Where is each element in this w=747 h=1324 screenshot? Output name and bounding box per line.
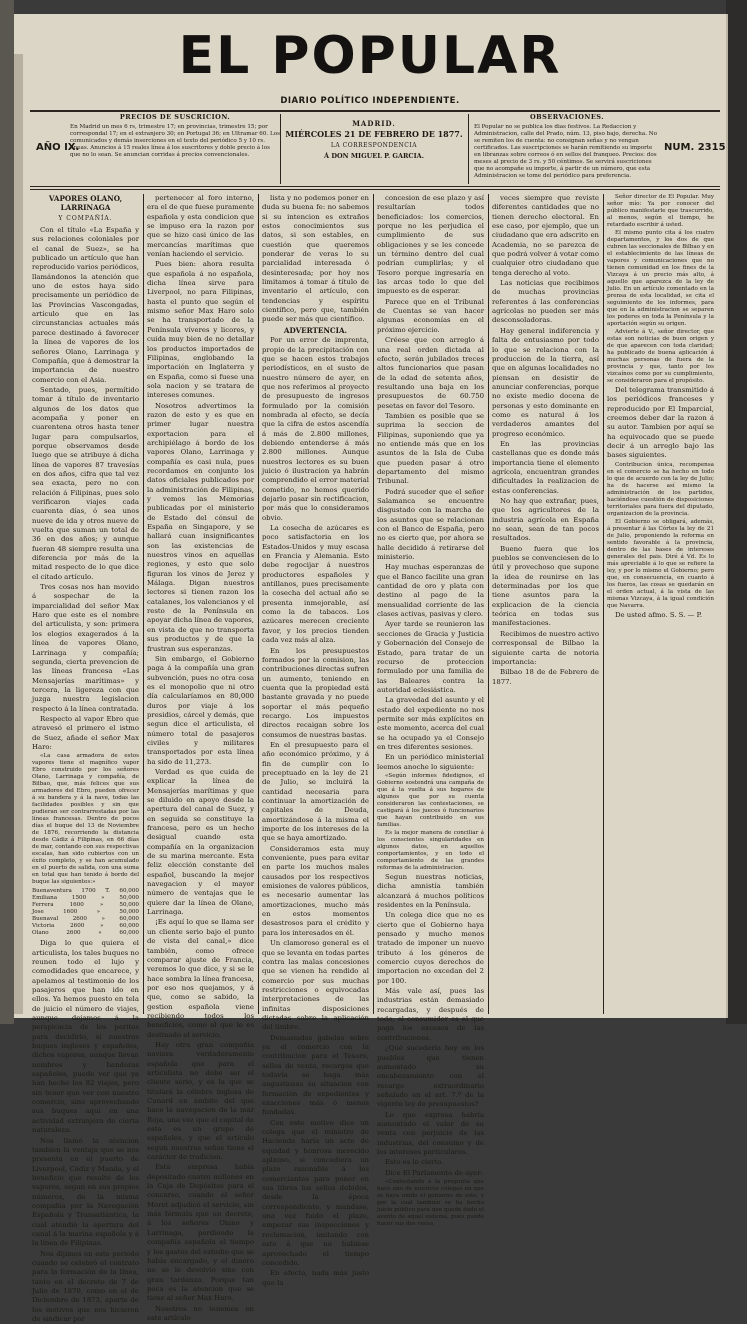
paragraph: Bilbao 18 de de Febrero de 1877. [492, 668, 599, 686]
issue-number: NUM. 2315 [664, 142, 726, 153]
shipping-table [32, 888, 139, 937]
quoted-paragraph: Contribucion única, recompensa en el comercio se ha hecho en todo lo que de acuerdo con la ley de Julio; ha de hacerse así mismo la administración de los partidos, haciéndose cuestión de disposiciones territoriales para fuera del diputado, organizacion de la provincia. [607, 461, 714, 517]
paragraph: Créese que con arreglo á una real orden dictada al efecto, serán jubilados treces altos funcionarios que pasan de la edad de setenta años, resultando una baja en los presupuestos de 60.750 pesetas en favor del Tesoro. [377, 336, 484, 410]
paragraph: Hay muchas esperanzas de que el Banco facilite una gran cantidad de oro y plata con destino al pago de la mensualidad corriente de las clases activas, pasivas y clero. [377, 563, 484, 619]
paragraph: Verdad es que cuida de explicar la línea de Mensajerías marítimas y que se diluido en apoyo desde la apertura del canal de Suez, y en seguida se constituye la francesa, pero es un hecho desigual cuando esta compañía en la organizacion de su marina mercante. Esta feliz elección constante del español, buscando la mejor navegacion y el mayor número de ventajas que le quiere dar la línea de Olano, Larrinaga. [147, 767, 254, 917]
table-cell: 2600 [70, 923, 85, 930]
table-row [32, 895, 139, 902]
paragraph: En el presupuesto para el año económico próximo, y á fin de cumplir con lo preceptuado en la ley de 21 de Julio, se incluirá la cantidad necesaria para continuar la amortización de capitales de Deuda, amortizándose á la misma el importe de los intereses de la que se haya amortizado. [262, 740, 369, 843]
paragraph: Nos dijimos en este periodo cuando se celebró el contrato para la formación de la línea, tanto en el decreto de 7 de Julio de 1870, como en el de Diciembre de 1873, aparte de los motivos que nos hicieron de sindicar por [32, 1249, 139, 1324]
table-cell: Olano [32, 930, 49, 937]
paragraph: ¡Es aquí lo que se llama ser un cliente serio bajo el punto de vista del canal,» dice también, como ofrece comparar ajuste de Francia, veremos lo que dice, y si se le hace sombra la línea francesa, por eso nos quejamos, y á que, como se sabido, la gestion española viene recibiendo todos los beneficios, como al que le es destinado el servicio. [147, 918, 254, 1039]
paragraph: Hay otra gran compañía naviera verdaderamente española que para el articulista no debe ser el cliente serio, y es la que se titulará la célebre inglesa de Cunard en ámbito del que hace la navegacion de la mar Roja, una vez que el capital de esta es un grupo de españoles, y que el artículo segun nuestras señas tiene el carácter de tradicion. [147, 1040, 254, 1162]
table-cell: T. [105, 888, 110, 895]
table-cell: 60,000 [119, 916, 139, 923]
quoted-paragraph: «Contestando á la pregunta que hace uno de nuestros colegas en que se haya unido el gobierno de este, y por la cual también se ha hecho juicio público para que quede dado el asunto de aquel sistema, pues puede hacer sus dos veces [377, 1178, 484, 1227]
paragraph: Tambien es posible que se suprima la seccion de Filipinas, suponiendo que ya no entiende más que en los asuntos de la Isla de Cuba que pueden pasar á otro departamento del mismo Tribunal. [377, 411, 484, 486]
paragraph: Lo que expresa habría aumentado el valor de su venta con perjuicio de las industrias, del consumo y de los intereses particulares. [377, 1110, 484, 1156]
paragraph: En los presupuestos formados por la comision, las contribuciones directas sufren un aumento, teniendo en cuenta que la propiedad está bastante gravada y no puede soportar el más pequeño recargo. Los impuestos directos recaigan sobre los consumos de nuestras bastas. [262, 646, 369, 739]
observations [474, 114, 660, 184]
table-cell: 1600 [69, 902, 84, 909]
paragraph: pertenecer al foro interno, era el de que fuese puramente española y esta condicion que se impuso era la razon por que se hizo casi único de las mercancías marítimas que venían haciendo el servicio. [147, 194, 254, 259]
table-row [32, 888, 139, 895]
column-divider [143, 194, 144, 1014]
dateline-date: MIÉRCOLES 21 DE FEBRERO DE 1877. [285, 129, 463, 139]
paragraph: Un colega dice que no es cierto que el Gobierno haya pensado y mucho menos tratado de imponer un nuevo tributo á los géneros de comercio cuyos derechos de importacion no excedan del 2 por 100. [377, 911, 484, 985]
paragraph: De usted afmo. S. S. — P. [615, 610, 703, 619]
table-row [32, 923, 139, 930]
paragraph: Esto es lo cierto. [385, 1158, 444, 1167]
paragraph: Dice El Parlamento de ayer: [385, 1168, 483, 1177]
header-bottom-rule-2 [30, 189, 720, 190]
paragraph: La gravedad del asunto y el estado del expediente no nos permite ser más explícitos en este momento, acerca del cual se ha ocupado ya el Consejo en tres diferentes sesiones. [377, 696, 484, 751]
masthead-title: EL POPULAR [178, 26, 562, 86]
column-6 [607, 194, 714, 1014]
quoted-paragraph: «Según informes fidedignos, el Gobierno sostendrá una campaña de que á la vuelta á sus hogares de algunos que por su cuenta consideraron las contestaciones, se castigará á los jueces ó funcionarios que hayan contribuido en sus familias. [377, 772, 484, 828]
column-divider [373, 194, 374, 1014]
observations-body: El Popular no se publica los dias festivos. La Redaccion y Administracion, calle del Prado, núm. 13, piso bajo, derecha. No se remiten los de cuenta: no consignan señas y no vengan certificados. Las suscripciones se harán remitiendo su importe en libranzas sobre correos ó en sellos del franqueo. Precios: dos meses al precio de 3 rs. y 50 céntimos. Se servirá suscriciones que no acompañe su importe, á partir de un número, que esta Administracion se tome del periódico para preferencia. [474, 124, 658, 179]
paragraph: veces siempre que reviste diferentes cantidades que no tienen derecho electoral. En ese caso, por ejemplo, que un ciudadano que era adscrito en Academia, no se parezca de que podrá volver á votar como cualquier otro ciudadano que tenga derecho al voto. [492, 194, 599, 277]
correspondence-addressee: Á DON MIGUEL P. GARCIA. [324, 152, 424, 160]
table-row [32, 916, 139, 923]
table-row [32, 902, 139, 909]
paragraph: Por un error de imprenta, propio de la precipitación con que se hacen estos trabajos periodísticos, en el susto de nuestro número de ayer, en que nos referimos al proyecto de presupuesto de ingresos formulado por la comisión nombrada al efecto, se decía que la cifra de estos ascendía á más de 2.800 millones, debiendo entenderse á más 2.800 millones. Aunque nuestros lectores es su buen juicio ó ilustracion ya habrán comprendido el error material cometido, no hemos querido dejarlo pasar sin rectificacion, por más que lo consideramos obvio. [262, 336, 369, 522]
paragraph: Pues bien: ahora resulta que española á no española, dicha línea sirve para Liverpool, no para Filipinas, hasta el punto que según el mismo señor Max Haro solo se ha transportado de la Península víveres y licores, y cuida muy bien de no detallar los productos importados de Filipinas, englobando la importación en Inglaterra y en España, como si fuese una sola nacion y se tratara de intereses comunes. [147, 260, 254, 400]
paragraph: Respecto al vapor Ebro que atravesó el primero el istmo de Suez, añade el señor Max Haro: [32, 714, 139, 751]
quoted-paragraph: El Gobierno se obligará, además, á presentar á las Córtes la ley de 21 de Julio, proponiendo la reforma en sentido favorable á la provincia, dentro de las bases de intereses generales del pais. Diré á Vd. Es lo más apreciable á lo que se refiere la ley, y por lo mismo el Gobierno; pero que, en consecuencia, en cuanto á los fueros, las cosas se quedarán en el orden actual, á la vista de las mismas Vizcaya, á la igual condición que Navarra. [607, 518, 714, 609]
paragraph: concesion de ese plazo y así resultarían todos beneficiados: los comercios, porque no les perjudica el cumplimiento de sus obligaciones y se les concede un término dentro del cual podrían cumplirlas; y el Tesoro porque ingresaría en las arcas todo lo que del impuesto es de esperar. [377, 194, 484, 296]
paragraph: En las provincias castellanas que es donde más importancia tiene el elemento agrícola, encuentran grandes dificultades la realizacion de estas conferencias. [492, 439, 599, 495]
newspaper-page [14, 14, 726, 1324]
paragraph: Con este motivo dice un colega que el ministro de Hacienda haría un acto de equidad y honrosa merecido aplauso, si concediera un plazo razonable á los comerciantes para poner en sus libros los sellos debidos, desde la época correspondiente, y mandase, una vez fuido el plazo, empezar sus inspecciones y reclamacion, imitando con esto á que no hubiese aprovechado el tiempo concedido. [262, 1118, 369, 1267]
paragraph: Demasiadas gabelas sobre ya el comercio con la contribucion para el Tesoro, sellos de venta, recargos que todavía se haga más angustiosas su situacion con formación de expedientes y exacciones más ó menos fundadas. [262, 1033, 369, 1117]
paragraph: Del telegrama transmitido á los periódicos franceses y reproducido por El Imparcial, creemos deber dar la razon á su autor. Tambien por aquí se ha equivocado que se puede decir á un arreglo bajo las bases siguientes. [607, 386, 714, 460]
table-cell: Ferrera [32, 902, 54, 909]
paragraph: Un clamoroso general es el que se levanta en todas partes contra las malas concesiones que se vienen ha rendido al comercio por sus muchas restricciones o equivocadas interpretaciones de las infinitas disposiciones dictadas sobre la aplicación del timbre. [262, 939, 369, 1032]
table-row [32, 909, 139, 916]
table-cell: 60,000 [119, 930, 139, 937]
table-cell: 1600 [63, 909, 78, 916]
paragraph: Podrá suceder que el señor Salamanca se encuentre disgustado con la marcha de los asuntos que se relacionan con el Banco de España, pero no es cierto que, por ahora se halle decidido á retirarse del ministerio. [377, 487, 484, 562]
dateline [284, 118, 464, 162]
table-cell: » [101, 916, 105, 923]
column-divider [603, 194, 604, 1014]
table-cell: » [96, 909, 101, 916]
paragraph: Tres cosas nos han movido á sospechar de la imparcialidad del señor Max Haro que este es el nombre del articulista, y son: primera los elogios exagerados á la línea de vapores Olano, Larrinaga y compañía; segunda, cierta prevencion de las líneas francesa «Las Mensajerías marítimas» y tercera, la ligereza con que juzga nuestra legislacion respecto á la línea contratada. [32, 583, 139, 713]
table-cell: 2600 [66, 930, 81, 937]
issue-year: AÑO IX. [36, 142, 80, 153]
paragraph: En efecto, nada más justo que la [262, 1269, 369, 1287]
scan-edge-left [0, 0, 14, 1024]
column-3 [262, 194, 369, 1287]
table-cell: Buenaventura [32, 888, 72, 895]
paragraph: Segun nuestras noticias, dicha amnistía también alcanzará á muchos políticos residentes en la Península. [377, 872, 484, 909]
paragraph: Más vale así, pues las industrias están demasiado recargadas, y después de todo, el consumidor es el que paga los excesos de las contribuciones. [377, 987, 484, 1042]
paragraph: La cosecha de azúcares es poco satisfactoria en los Estados-Unidos y muy escasa en Francia y Alemania. Esto debe regocijar á nuestros productores españoles y antillanos, pues precisamente la cosecha del actual año se presenta inmejorable, así como la de tabacos. Los azúcares merecen creciente favor, y los precios tienden cada vez más al alza. [262, 524, 369, 645]
paragraph: Parece que en el Tribunal de Cuentas se van hacer algunas economías en el próximo ejercicio. [377, 297, 484, 334]
column-4 [377, 194, 484, 1227]
binding-spine [14, 54, 23, 1014]
paragraph: Nosotros no tenemos en este artículo [147, 1304, 254, 1322]
table-cell: » [100, 923, 104, 930]
quoted-paragraph: El mismo punto cita á los cuatro departamentos, y los dos de que cubren las seccionales de Bilbao y en el establecimiento de las líneas de vapores y comunicaciones que no tienen comunidad en los fines de la Vizcaya á un precio más alto, á aquello que aparezca de la ley de Julio. En un artículo comentado en la prensa de esta localidad, se cita el seguimiento de los informes, para que en la administracion se separen los poderes en toda la Península y la aportación según su origen. [607, 230, 714, 327]
header-divider-left [280, 114, 281, 184]
column-divider [488, 194, 489, 1014]
column-5 [492, 194, 599, 1014]
paragraph: Sin embargo, el Gobierno paga á la compañía una gran subvención, pues no otra cosa es el monopolio que ni otro día calcularíamos en 80,000 duros por viaje á los presidios, cárcel y demás, que segun dice el articulista, el número total de pasajeros civiles y militares transportados por esta línea ha sido de 11,273. [147, 654, 254, 766]
table-cell: 60,000 [119, 888, 139, 895]
column-2 [147, 194, 254, 1322]
column-1 [32, 194, 139, 1324]
paragraph: En un periódico ministerial leemos anoche lo siguiente: [377, 753, 484, 771]
article-heading: ADVERTENCIA. [283, 325, 348, 335]
paragraph: lista y no podemos poner en duda su buena fe: no sabemos si su intencion es extraños estos conocimientos sus datos, si son estables, en cuestión que queremos ponderar de veras lo su parcialidad interesada ó desinteresada; por hoy nos limitamos á tomar á título de inventario el artículo, con tendencias y espíritu científico, pero que, también puede ser más que científico. [262, 194, 369, 324]
paragraph: Ayer tarde se reunieron las secciones de Gracia y Justicia y Gobernación del Consejo de Estado, para tratar de un recurso de proteccion formulado por una familia de las Baleares contra la autoridad eclesiástica. [377, 620, 484, 694]
table-cell: » [98, 930, 102, 937]
paragraph: ¿Qué sucedería hoy en los pueblos que tienen aumentado su encabezamiento con el recargo extraordinario señalado en el art. 7.º de la vigente ley de presupuestos? [377, 1044, 484, 1109]
quoted-paragraph: Es la mejor manera de conciliar á los conscientes singularidades en algunos datos, en aquellos comportamientos, y en todo el comportamiento de las grandes reformas de la administracion. [377, 829, 484, 871]
correspondence-label: LA CORRESPONDENCIA [330, 142, 418, 149]
quoted-paragraph: «La casa armadora de estos vapores tiene el magnífico vapor Ebro construido por los señores Olano, Larrinaga y compañía, de Bilbao, que, más felices que sus armadores del Ebro, pueden ofrecer á su bandera y á la nave, todas las facilidades posibles y sin que pudieran ser contrarrestadas por las líneas francesas. Dentro de pocos días el buque del 13 de Noviembre de 1876, recorriendo la distancia desde Cádiz á Filipinas, en 66 días de mar, contando con sus respectivas escalas, han sido cubiertos con un éxito completo, y se han acumulado en el puerto de salida, con una suma en total que han tenido á bordo del buque las siguientes:» [32, 753, 139, 886]
header-bottom-rule [30, 186, 720, 187]
table-cell: Jose [32, 909, 44, 916]
table-cell: Emiliana [32, 895, 58, 902]
table-cell: 2600 [72, 916, 87, 923]
table-cell: Victoria [32, 923, 55, 930]
header-top-rule [30, 110, 720, 112]
column-divider [258, 194, 259, 1014]
subscription-prices [70, 114, 280, 184]
header-divider-right [468, 114, 469, 184]
table-cell: » [101, 895, 105, 902]
observations-title: OBSERVACIONES. [529, 113, 605, 121]
table-cell: 50,000 [119, 909, 139, 916]
paragraph: Nosotros advertimos la razon de esto y es que en primer lugar nuestra exportacion para el archipiélago á bordo de los vapores Olano, Larrinaga y compañía es casi nula, pues recordamos en conjunto los datos oficiales publicados por la administración de Filipinas, y vemos las Memorias publicadas por el ministerio de Estado del cónsul de España en Singapore, y se hallará cuan insignificantes son las existencias de nuestros vinos en aquellas regiones, y esto que solo figuran los vinos de Jerez y Málaga. Digan nuestros lectores si tienen razon los catalanes, los valencianos y el resto de la Península en apoyar dicha línea de vapores, en vista de que no transporta sus productos y de que la frustran sus esperanzas. [147, 401, 254, 653]
quoted-paragraph: Advierte á V., señor director, que estas son noticias de buen origen y de que aparecen con toda claridad; ha publicado de buena aplicación á muchas personas de fuera de la provincia y que, tanto por los vizcaínos como por su cumplimiento, se consideraron para el propósito. [607, 329, 714, 384]
paragraph: Recibimos de nuestro activo corresponsal de Bilbao la siguiente carta de notoria importancia: [492, 629, 599, 666]
paragraph: No hay que extrañar, pues, que los agricultores de la industria agrícola en España no sean, sean de tan pocos resultados. [492, 497, 599, 543]
table-cell: 60,000 [119, 923, 139, 930]
subscription-title: PRECIOS DE SUSCRICION. [119, 113, 231, 121]
paragraph: Las noticias que recibimos de muchas provincias referentes á las conferencias agrícolas no pueden ser más desconsoladoras. [492, 279, 599, 325]
paragraph: Nos llamó la atencion tambien la ventaja que se nos presenta en el puerto de Liverpool, Cádiz y Manila, y el beneficio que resultó de los vapores, segun en sus propios números, de la misma compañía por la Navegación Española y Transatlántica, la cual atendió la apertura del canal á la marina española y á la línea de Filipinas. [32, 1136, 139, 1248]
paragraph: Sentado, pues, permítido tomar á título de inventario algunos de los datos que acompaña y poner en cuarentena otros hasta tener lugar para compulsarlos, porque observamos desde luego que se atribuye á dicha línea de vapores 87 travesías en dos años, cifra que tal vez sea exacta, pero no con relación á Filipinas, pues solo verificaron viajes cada cuarenta días, ó sea unos nueve de ida y otros nueve de vuelta que suman un total de 36 en dos años; y aunque fueran 48 siempre resulta una diferencia por más de la mitad respecto de lo que dice el citado artículo. [32, 385, 139, 581]
masthead-subtitle: DIARIO POLÍTICO INDEPENDIENTE. [280, 96, 460, 106]
subscription-body: En Madrid un mes 6 rs, trimestre 17; en provincias, trimestre 15; por correspondal 17; en el extranjero 30; en Portugal 36; en Ultramar 60. Los comunicados y demás inserciones en el texto del periódico 5 y 10 rs. líneas. Anuncios á 15 reales línea á los suscritores y doble precio á los que no lo sean. Se anuncian corridas á precios convencionales. [70, 124, 280, 158]
table-cell: 50,000 [119, 902, 139, 909]
table-cell: 50,000 [119, 895, 139, 902]
scan-edge-right [726, 0, 747, 1024]
quoted-paragraph: Señor director de El Popular. Muy señor mío: Ya por conocer del público manifestarle que trascurrido, al menos, según el tiempo, he retardado escribir á usted. [607, 194, 714, 228]
paragraph: Bueno fuera que los pueblos se convenciesen de lo útil y provechoso que supone la idea de reunirse en las determinadas por los que tiene asuntos para la explicacion de la ciencia teórica en todas sus manifestaciones. [492, 544, 599, 628]
paragraph: Con el título «La España y sus relaciones coloniales por el canal de Suez», se ha publicado un artículo que han reproducido varios periódicos, llamándonos la atención que uno de estos haya sido precisamente un periódico de las Provincias Vascongadas, artículo que en las circunstancias actuales más parece destinado á favorecer la línea de vapores de los señores Olano, Larrinaga y Compañía, que á demostrar la importancia de nuestro comercio con el Asia. [32, 226, 139, 384]
table-cell: » [99, 902, 104, 909]
table-cell: 1500 [71, 895, 87, 902]
article-subheading: Y COMPAÑÍA. [58, 214, 113, 222]
table-cell: 1700 [81, 888, 96, 895]
paragraph: Diga lo que quiera el articulista, los tales buques no reunen todo el lujo y comodidades que encarece, y apelamos al testimonio de los pasajeros que han ido en ellos. Ya hemos puesto en tela de juicio el número de viajes, aunque dejamos á la perspicacia de los peritos para decidirlo, si nuestros buques ingleses y españoles, dichos vapores, aunque llevan nombres y banderas españoles, puede ver que ya han hecho los 82 viajes, pero sin tener que ver con nuestro comercio, sino aprovechando sus buques aquí en una actividad extranjera de cierta naturaleza. [32, 939, 139, 1135]
paragraph: Hay general indiferencia y falta de entusiasmo por todo lo que se relaciona con la produccion de la tierra, así que en algunas localidades no piensan en desistir de anunciar conferencias, porque no existe medio docena de personas y esto dominante en como es natural á los verdaderos amantes del progreso económico. [492, 326, 599, 438]
dateline-city: MADRID. [352, 119, 396, 128]
paragraph: Consideramos esta muy conveniente, pues para evitar en parte los muchos males causados por los respectivos emisiones de valores públicos, es necesario aumentar las amortizaciones, mucho más en estos momentos desastrosos para el crédito y para los interesados en él. [262, 844, 369, 937]
paragraph: Esta empresa había depositado cuatro millones en la Caja de Depósitos para el concurso, cuando el señor Moret adjudicó el servicio, sin más fórmula que un decreto, á los señores Olano y Larrinaga, perdiendo la compañía española el tiempo y los gastos del estudio que se había encargado, y el dinero no se le devolvió sino con gran tardanza. Porque tan poca es la atencion que se tiene al señor Max Haro. [147, 1163, 254, 1303]
table-cell: Buenaval [32, 916, 59, 923]
article-heading: VAPORES OLANO, LARRINAGA [48, 194, 123, 213]
table-row [32, 930, 139, 937]
